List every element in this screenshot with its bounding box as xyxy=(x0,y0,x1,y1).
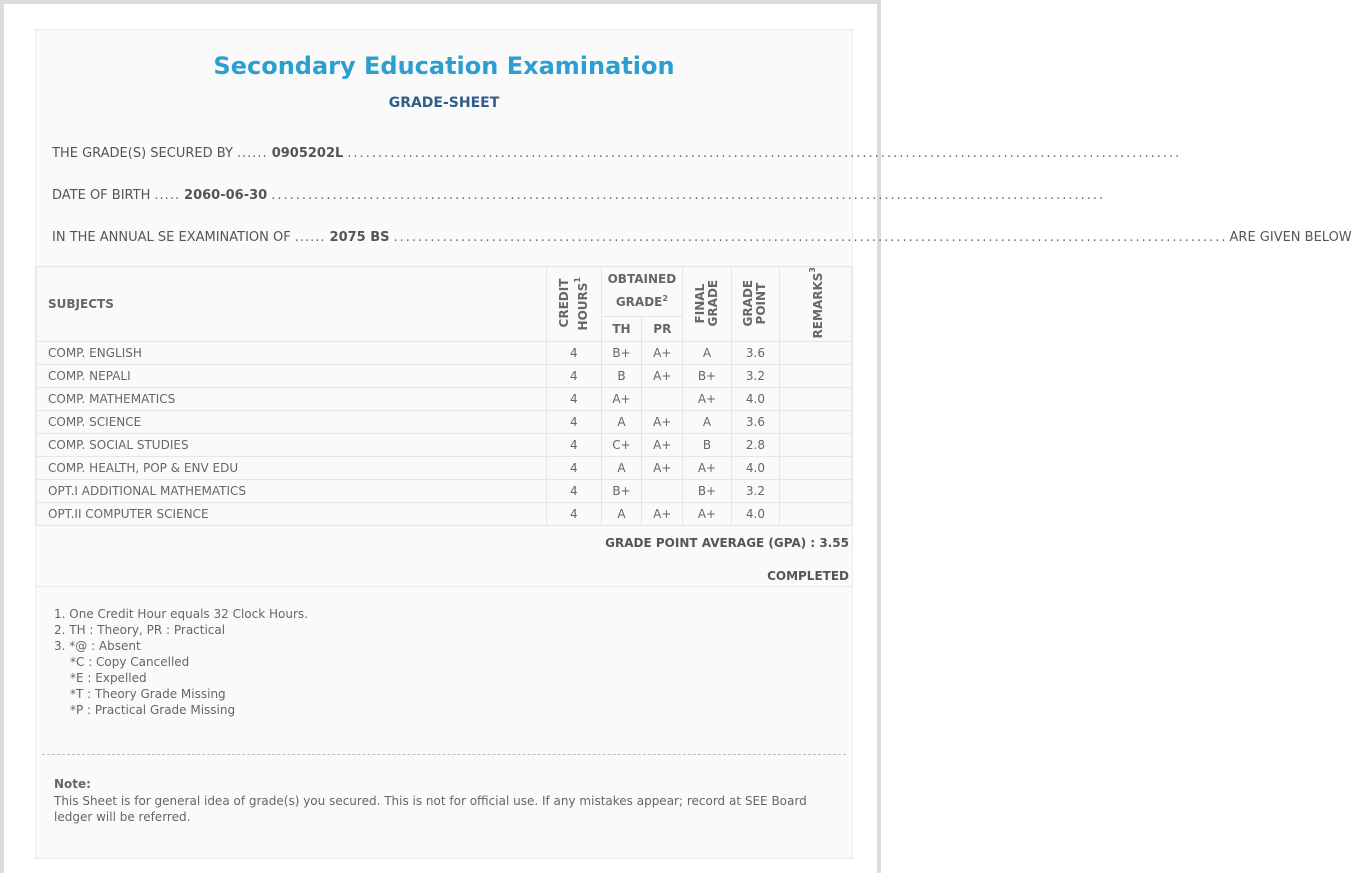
cell-remarks xyxy=(780,480,852,503)
header-th: TH xyxy=(601,316,642,342)
cell-th-grade: A xyxy=(601,457,642,480)
cell-remarks xyxy=(780,503,852,526)
cell-final-grade: A+ xyxy=(683,388,731,411)
cell-grade-point: 2.8 xyxy=(731,434,779,457)
cell-th-grade: A+ xyxy=(601,388,642,411)
exam-tail: ARE GIVEN BELOW xyxy=(1229,229,1352,245)
cell-grade-point: 3.2 xyxy=(731,480,779,503)
symbol-number: 0905202L xyxy=(271,145,344,161)
page-title: Secondary Education Examination xyxy=(213,52,675,80)
footnote-3-e: *E : Expelled xyxy=(70,671,147,685)
cell-subject: COMP. SOCIAL STUDIES xyxy=(37,434,547,457)
dob-line xyxy=(52,185,1106,205)
cell-th-grade: A xyxy=(601,503,642,526)
cell-subject: COMP. ENGLISH xyxy=(37,342,547,365)
cell-th-grade: B+ xyxy=(601,480,642,503)
cell-pr-grade: A+ xyxy=(642,457,683,480)
cell-grade-point: 4.0 xyxy=(731,503,779,526)
cell-credit-hours: 4 xyxy=(547,434,601,457)
cell-pr-grade: A+ xyxy=(642,342,683,365)
footnote-3-p: *P : Practical Grade Missing xyxy=(70,703,236,717)
leader-dots: ........................................................................................................................................ xyxy=(393,229,1228,245)
cell-credit-hours: 4 xyxy=(547,365,601,388)
leader-dots: ..... xyxy=(154,187,181,203)
cell-subject: OPT.I ADDITIONAL MATHEMATICS xyxy=(37,480,547,503)
table-row xyxy=(37,434,852,457)
cell-subject: COMP. NEPALI xyxy=(37,365,547,388)
cell-credit-hours: 4 xyxy=(547,388,601,411)
header-credit-hours: CREDIT HOURS$^1$ xyxy=(547,267,601,342)
cell-final-grade: A+ xyxy=(683,457,731,480)
result-status: COMPLETED xyxy=(767,569,849,583)
leader-dots: ...... xyxy=(294,229,326,245)
cell-remarks xyxy=(780,411,852,434)
footnote-2: 2. TH : Theory, PR : Practical xyxy=(54,623,226,637)
cell-th-grade: C+ xyxy=(601,434,642,457)
note-text: This Sheet is for general idea of grade(s) you secured. This is not for official use. If any mistakes appear; record at SEE Board ledger will be referred. xyxy=(54,794,807,824)
cell-pr-grade: A+ xyxy=(642,434,683,457)
leader-dots: ...... xyxy=(236,145,268,161)
header-grade-point: GRADE POINT xyxy=(731,267,779,342)
cell-final-grade: A xyxy=(683,342,731,365)
cell-remarks xyxy=(780,388,852,411)
table-row xyxy=(37,411,852,434)
table-row xyxy=(37,480,852,503)
cell-th-grade: A xyxy=(601,411,642,434)
table-row xyxy=(37,342,852,365)
header-pr: PR xyxy=(642,316,683,342)
cell-final-grade: A+ xyxy=(683,503,731,526)
cell-pr-grade: A+ xyxy=(642,503,683,526)
footnote-3-t: *T : Theory Grade Missing xyxy=(70,687,226,701)
page-subtitle: GRADE-SHEET xyxy=(388,95,500,111)
secured-by-label: THE GRADE(S) SECURED BY xyxy=(52,145,233,161)
cell-th-grade: B xyxy=(601,365,642,388)
cell-pr-grade xyxy=(642,480,683,503)
cell-subject: COMP. SCIENCE xyxy=(37,411,547,434)
cell-subject: COMP. HEALTH, POP & ENV EDU xyxy=(37,457,547,480)
gpa-summary: GRADE POINT AVERAGE (GPA) : 3.55 xyxy=(605,536,849,550)
table-row xyxy=(37,503,852,526)
cell-grade-point: 3.2 xyxy=(731,365,779,388)
cell-grade-point: 3.6 xyxy=(731,342,779,365)
grade-sheet xyxy=(35,29,1352,859)
leader-dots: ........................................................................................................................................ xyxy=(347,145,1182,161)
cell-credit-hours: 4 xyxy=(547,457,601,480)
divider xyxy=(36,586,852,587)
cell-subject: COMP. MATHEMATICS xyxy=(37,388,547,411)
cell-final-grade: B+ xyxy=(683,480,731,503)
cell-remarks xyxy=(780,365,852,388)
cell-grade-point: 4.0 xyxy=(731,457,779,480)
cell-grade-point: 4.0 xyxy=(731,388,779,411)
footnotes xyxy=(54,606,308,718)
cell-final-grade: A xyxy=(683,411,731,434)
header-remarks: REMARKS$^3$ xyxy=(780,267,852,342)
cell-credit-hours: 4 xyxy=(547,503,601,526)
note-heading: Note: xyxy=(54,777,91,791)
exam-year: 2075 BS xyxy=(329,229,390,245)
footnote-1: 1. One Credit Hour equals 32 Clock Hours. xyxy=(54,607,308,621)
exam-line xyxy=(52,227,1352,247)
dob-label: DATE OF BIRTH xyxy=(52,187,151,203)
cell-credit-hours: 4 xyxy=(547,342,601,365)
dashed-divider xyxy=(42,754,846,755)
header-subjects: SUBJECTS xyxy=(37,267,547,342)
header-obtained-grade: OBTAINED GRADE$^2$ xyxy=(601,267,683,317)
header-final-grade: FINAL GRADE xyxy=(683,267,731,342)
cell-final-grade: B+ xyxy=(683,365,731,388)
cell-grade-point: 3.6 xyxy=(731,411,779,434)
footnote-3-c: *C : Copy Cancelled xyxy=(70,655,190,669)
cell-th-grade: B+ xyxy=(601,342,642,365)
footnote-3: 3. *@ : Absent xyxy=(54,639,141,653)
grades-table xyxy=(36,266,852,526)
cell-pr-grade: A+ xyxy=(642,365,683,388)
secured-by-line xyxy=(52,143,1182,163)
cell-pr-grade xyxy=(642,388,683,411)
table-row xyxy=(37,457,852,480)
cell-subject: OPT.II COMPUTER SCIENCE xyxy=(37,503,547,526)
cell-remarks xyxy=(780,342,852,365)
cell-remarks xyxy=(780,457,852,480)
cell-remarks xyxy=(780,434,852,457)
cell-credit-hours: 4 xyxy=(547,480,601,503)
table-row xyxy=(37,388,852,411)
grades-table-body xyxy=(37,342,852,526)
cell-pr-grade: A+ xyxy=(642,411,683,434)
dob-value: 2060-06-30 xyxy=(184,187,268,203)
leader-dots: ........................................................................................................................................ xyxy=(271,187,1106,203)
exam-label: IN THE ANNUAL SE EXAMINATION OF xyxy=(52,229,291,245)
table-row xyxy=(37,365,852,388)
cell-credit-hours: 4 xyxy=(547,411,601,434)
cell-final-grade: B xyxy=(683,434,731,457)
